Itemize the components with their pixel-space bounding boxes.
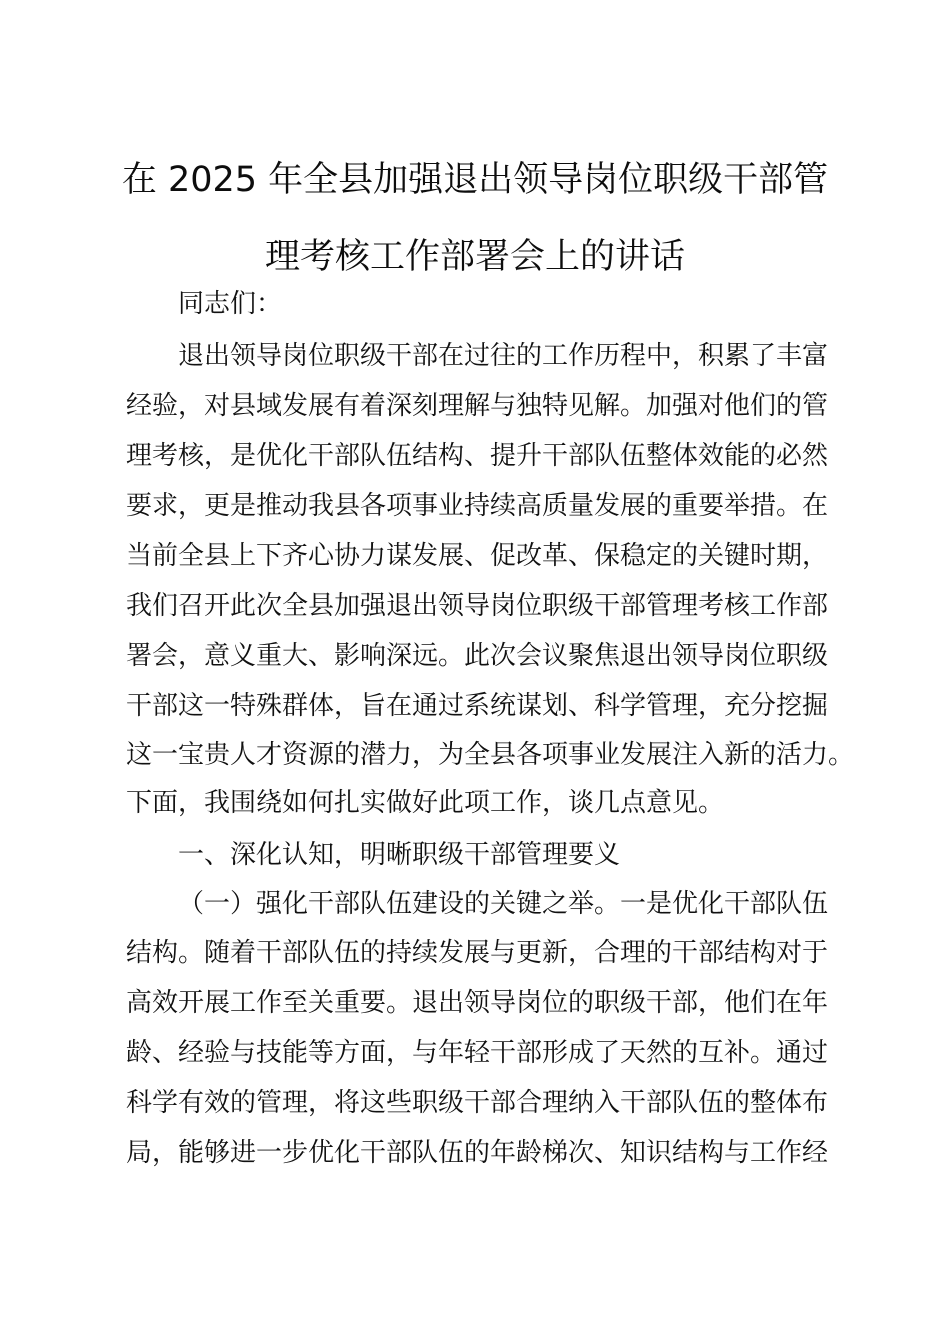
salutation: 同志们： xyxy=(178,289,283,319)
paragraph-line: 当前全县上下齐心协力谋发展、促改革、保稳定的关键时期， xyxy=(126,541,829,571)
section-heading: 一、深化认知，明晰职级干部管理要义 xyxy=(178,840,621,870)
document-title-line-1: 在 2025 年全县加强退出领导岗位职级干部管 xyxy=(121,160,829,200)
paragraph-line: 要求，更是推动我县各项事业持续高质量发展的重要举措。在 xyxy=(126,491,829,521)
paragraph-line: 理考核，是优化干部队伍结构、提升干部队伍整体效能的必然 xyxy=(126,441,829,471)
paragraph-line: 干部这一特殊群体，旨在通过系统谋划、科学管理，充分挖掘 xyxy=(126,691,829,721)
paragraph-line: 科学有效的管理，将这些职级干部合理纳入干部队伍的整体布 xyxy=(126,1088,829,1118)
paragraph-line: 退出领导岗位职级干部在过往的工作历程中，积累了丰富 xyxy=(178,341,829,371)
paragraph-line: 我们召开此次全县加强退出领导岗位职级干部管理考核工作部 xyxy=(126,591,829,621)
paragraph-line: 结构。随着干部队伍的持续发展与更新，合理的干部结构对于 xyxy=(126,938,829,968)
paragraph-line: （一）强化干部队伍建设的关键之举。一是优化干部队伍 xyxy=(178,889,829,919)
paragraph-line: 龄、经验与技能等方面，与年轻干部形成了天然的互补。通过 xyxy=(126,1038,829,1068)
paragraph-line: 署会，意义重大、影响深远。此次会议聚焦退出领导岗位职级 xyxy=(126,641,829,671)
paragraph-line: 经验，对县域发展有着深刻理解与独特见解。加强对他们的管 xyxy=(126,391,829,421)
paragraph-line: 这一宝贵人才资源的潜力，为全县各项事业发展注入新的活力。 xyxy=(126,740,855,770)
paragraph-line: 局，能够进一步优化干部队伍的年龄梯次、知识结构与工作经 xyxy=(126,1138,829,1168)
paragraph-line: 高效开展工作至关重要。退出领导岗位的职级干部，他们在年 xyxy=(126,988,829,1018)
document-title-line-2: 理考核工作部署会上的讲话 xyxy=(264,237,685,277)
paragraph-line: 下面，我围绕如何扎实做好此项工作，谈几点意见。 xyxy=(126,788,725,818)
